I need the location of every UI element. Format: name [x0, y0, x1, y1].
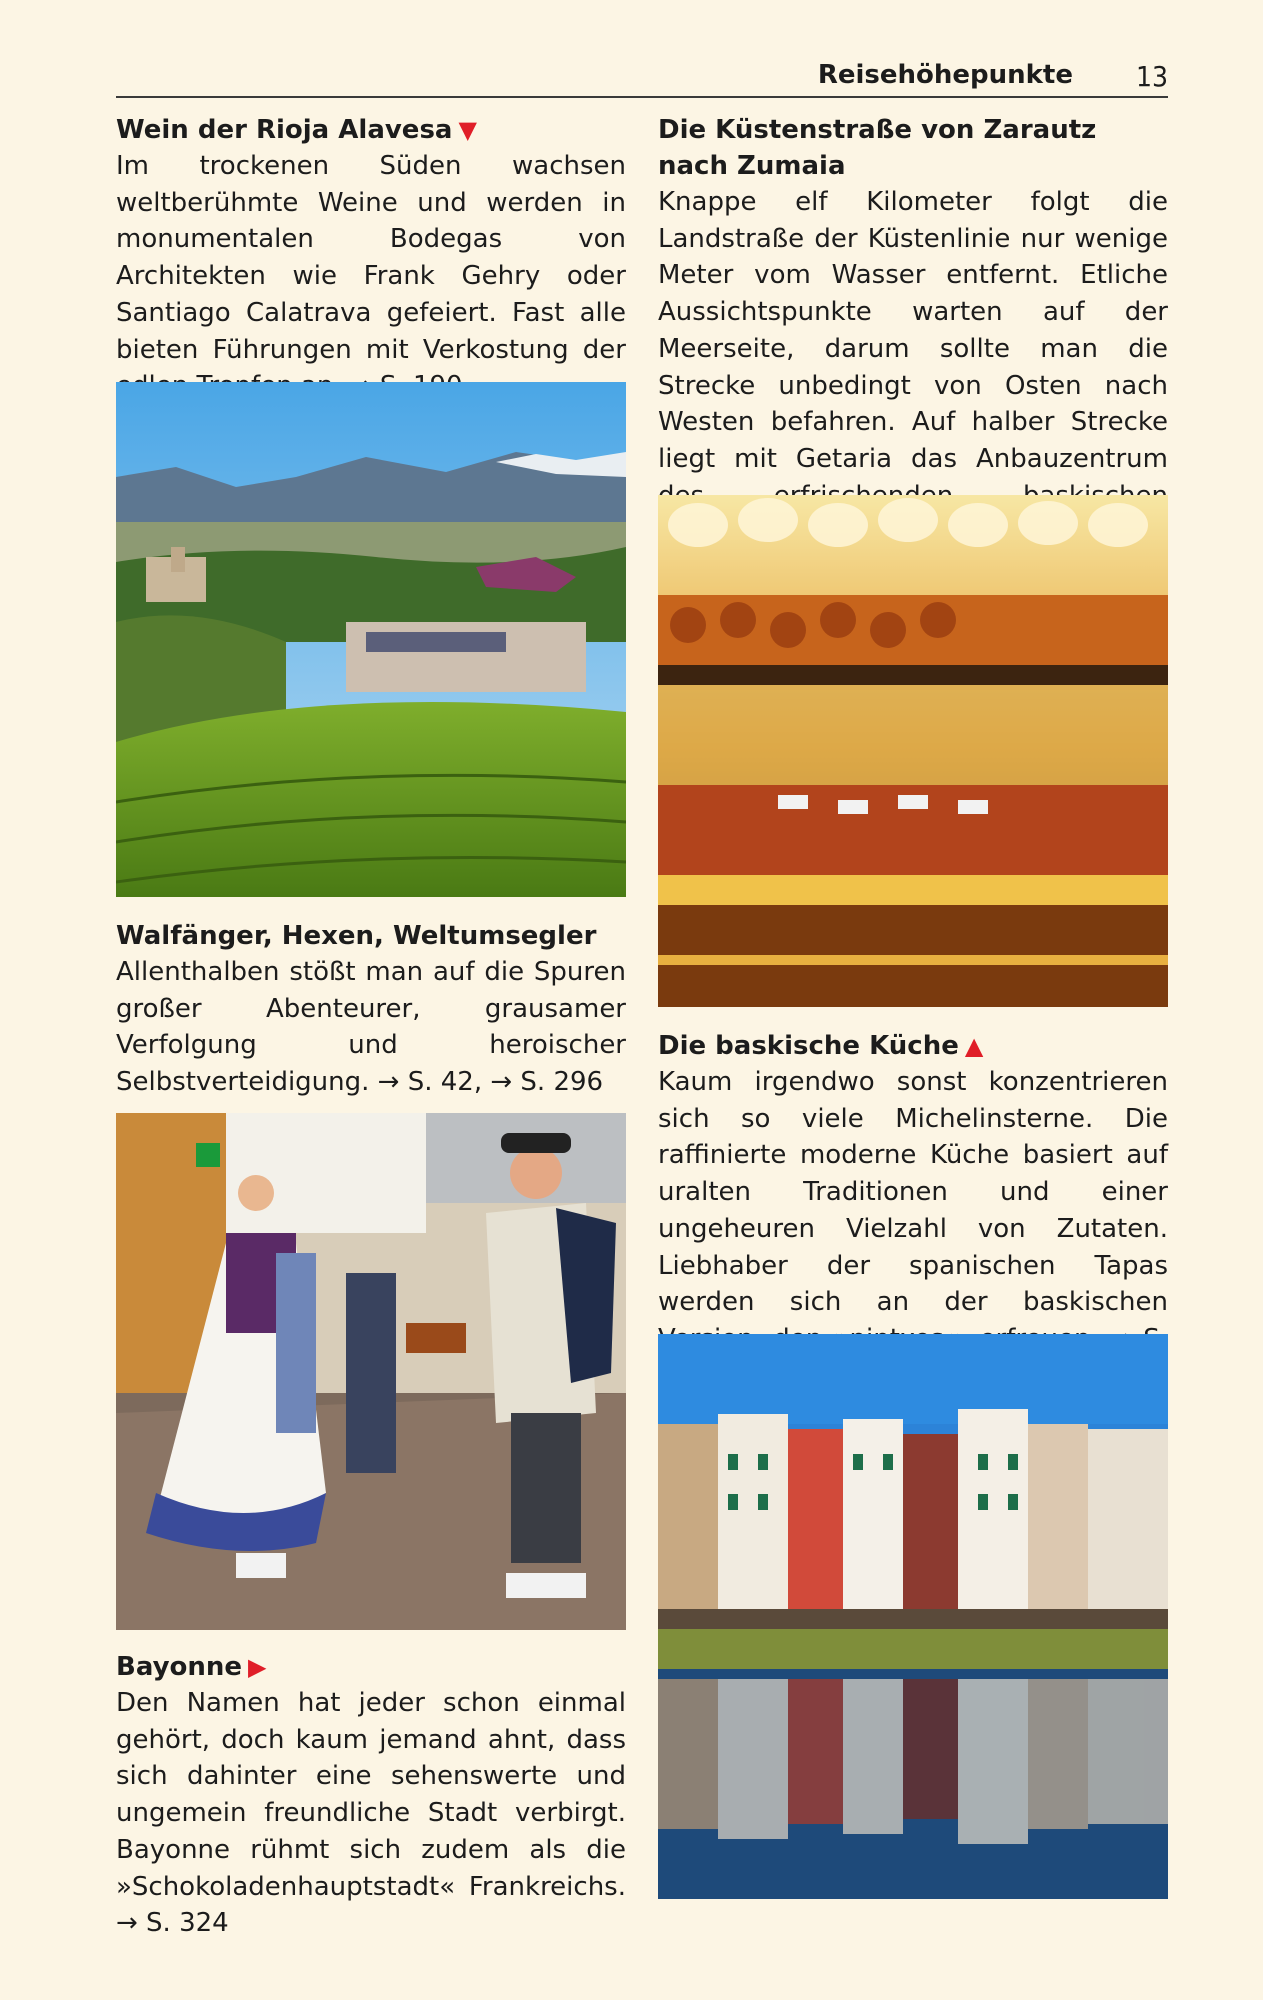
entry-title: Die Küstenstraße von Zarautz nach Zumaia	[658, 115, 1097, 181]
entry-text: Im trockenen Süden wachsen weltberühmte Weine und werden in monumentalen Bodegas von Architekten wie Frank Gehry oder Santiago Calatrava gefeiert. Fast alle bieten Führungen mit Verkostung der	[116, 151, 626, 365]
entry-walfanger	[116, 918, 626, 1101]
triangle-right-icon: ▶	[248, 1653, 267, 1681]
entry-text: Knappe elf Kilometer folgt die Landstraße der Küstenlinie nur wenige Meter vom Wasser entfernt. Etliche Aussichtspunkte warten auf der Meerseite, darum sollte man die Strecke unbedingt von Osten nach Westen befahren. Auf halber Strecke liegt mit Getaria das Anbauzentrum	[658, 187, 1168, 474]
triangle-up-icon: ▲	[964, 1032, 984, 1060]
entry-text: Den Namen hat jeder schon einmal gehört, doch kaum jemand ahnt, dass sich dahinter eine sehenswerte und ungemein freundliche Stadt verbirgt. Bayonne rühmt sich zudem als die »Schokoladenhauptstadt« Frankreichs. → S. 324	[116, 1688, 626, 1939]
pintxos-photo	[658, 495, 1168, 1007]
entry-text: Kaum irgendwo sonst konzentrieren sich so viele Michelinsterne. Die raffinierte moderne Küche basiert auf uralten Traditionen und einer ungeheuren Vielzahl von Zutaten. Liebhaber der spanischen Tapas werden sich an der baskischen	[658, 1067, 1168, 1318]
entry-text: Allenthalben stößt man auf die Spuren großer Abenteurer, grausamer Verfolgung und heroischer Selbstverteidigung. → S. 42, → S. 296	[116, 957, 626, 1098]
entry-title: Bayonne ▶	[116, 1652, 267, 1682]
page-header	[116, 58, 1168, 98]
entry-kuste	[658, 112, 1168, 551]
vineyard-photo	[116, 382, 626, 897]
section-title: Reisehöhepunkte	[817, 60, 1073, 90]
page-number: 13	[1135, 60, 1168, 93]
entry-title: Wein der Rioja Alavesa ▼	[116, 115, 477, 145]
triangle-down-icon: ▼	[458, 116, 477, 144]
entry-title: Walfänger, Hexen, Weltumsegler	[116, 921, 597, 951]
entry-rioja	[116, 112, 626, 405]
entry-title: Die baskische Küche ▲	[658, 1031, 984, 1061]
entry-bayonne	[116, 1649, 626, 1942]
festival-photo	[116, 1113, 626, 1630]
bayonne-photo	[658, 1334, 1168, 1899]
